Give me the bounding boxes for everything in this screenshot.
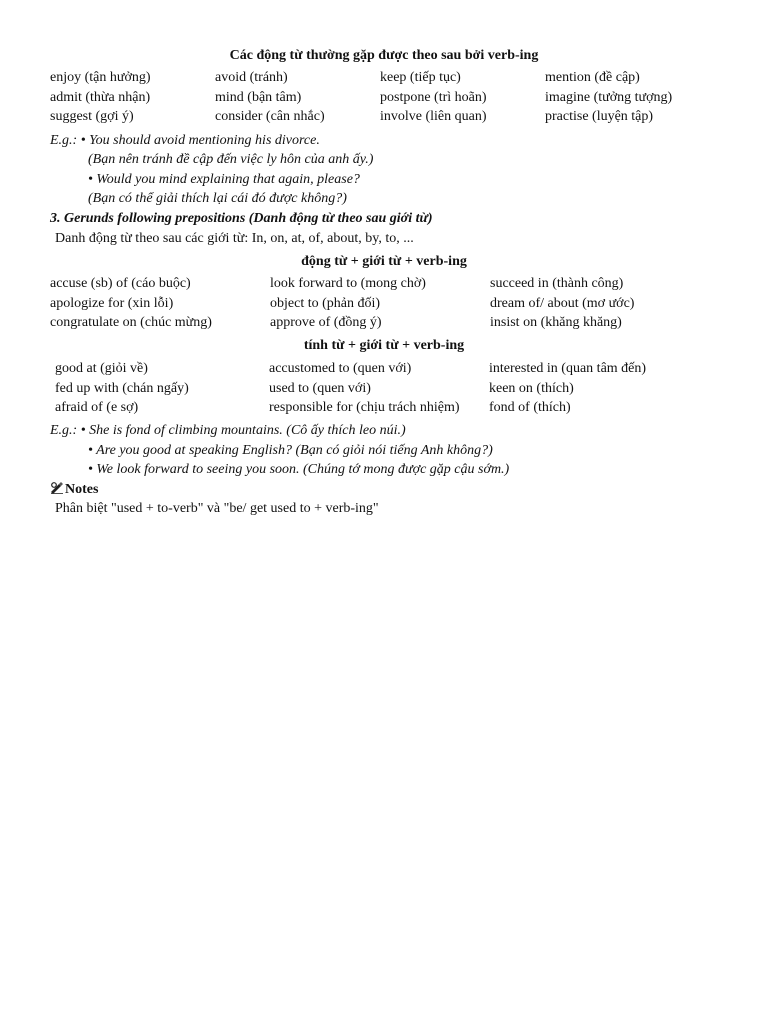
example-translation: (Bạn nên tránh đề cập đến việc ly hôn của anh ấy.) bbox=[88, 152, 374, 167]
table-row bbox=[55, 359, 735, 379]
table-cell: used to (quen với) bbox=[269, 380, 371, 396]
table-cell: admit (thừa nhận) bbox=[50, 89, 151, 105]
verbs-table bbox=[50, 68, 730, 127]
table-cell: accustomed to (quen với) bbox=[269, 361, 412, 376]
table-cell: postpone (trì hoãn) bbox=[380, 89, 487, 105]
table-cell: keen on (thích) bbox=[489, 380, 574, 396]
adjective-preposition-table bbox=[55, 359, 735, 418]
example-sentence: • We look forward to seeing you soon. (Chúng tớ mong được gặp cậu sớm.) bbox=[88, 462, 510, 477]
table-cell: afraid of (e sợ) bbox=[55, 400, 139, 415]
table-cell: fed up with (chán ngấy) bbox=[55, 380, 189, 396]
example-translation: (Bạn có thể giải thích lại cái đó được không?) bbox=[88, 191, 347, 206]
table-cell: accuse (sb) of (cáo buộc) bbox=[50, 276, 191, 291]
table-cell: look forward to (mong chờ) bbox=[270, 276, 426, 291]
section-title: 3. Gerunds following prepositions (Danh động từ theo sau giới từ) bbox=[50, 211, 433, 226]
table-cell: avoid (tránh) bbox=[215, 70, 288, 85]
table-row bbox=[50, 68, 730, 88]
table-row bbox=[55, 379, 735, 399]
table-cell: involve (liên quan) bbox=[380, 109, 487, 124]
heading-adjective-preposition: tính từ + giới từ + verb-ing bbox=[303, 338, 465, 353]
table-cell: congratulate on (chúc mừng) bbox=[50, 315, 212, 330]
table-row bbox=[50, 107, 730, 127]
table-cell: mention (đề cập) bbox=[545, 70, 640, 85]
table-cell: mind (bận tâm) bbox=[215, 89, 302, 105]
example-sentence: • She is fond of climbing mountains. (Cô ấy thích leo núi.) bbox=[80, 423, 406, 438]
example-label: E.g.: bbox=[50, 423, 78, 438]
table-row bbox=[50, 88, 730, 108]
table-cell: good at (giỏi về) bbox=[55, 361, 148, 376]
table-cell: insist on (khăng khăng) bbox=[490, 315, 622, 330]
table-cell: practise (luyện tập) bbox=[545, 109, 654, 124]
table-cell: apologize for (xin lỗi) bbox=[50, 295, 174, 311]
table-cell: imagine (tưởng tượng) bbox=[545, 89, 673, 105]
table-cell: suggest (gợi ý) bbox=[50, 109, 134, 124]
table-row bbox=[50, 313, 730, 333]
table-cell: succeed in (thành công) bbox=[490, 276, 624, 291]
example-line bbox=[50, 421, 406, 441]
notes-pen-icon bbox=[50, 481, 64, 494]
notes-heading bbox=[50, 480, 98, 500]
table-row bbox=[50, 274, 730, 294]
table-row bbox=[55, 398, 735, 418]
heading-verbs-followed-by-ving: Các động từ thường gặp được theo sau bởi verb-ing bbox=[229, 48, 539, 63]
example-sentence: • You should avoid mentioning his divorce. bbox=[80, 133, 320, 148]
table-cell: approve of (đồng ý) bbox=[270, 315, 382, 330]
table-cell: consider (cân nhắc) bbox=[215, 109, 325, 124]
heading-verb-preposition: động từ + giới từ + verb-ing bbox=[301, 254, 467, 269]
example-label: E.g.: bbox=[50, 133, 78, 148]
table-row bbox=[50, 294, 730, 314]
table-cell: interested in (quan tâm đến) bbox=[489, 361, 647, 376]
example-sentence: • Are you good at speaking English? (Bạn có giỏi nói tiếng Anh không?) bbox=[88, 443, 493, 458]
table-cell: enjoy (tận hưởng) bbox=[50, 70, 151, 85]
table-cell: dream of/ about (mơ ước) bbox=[490, 295, 635, 311]
verb-preposition-table bbox=[50, 274, 730, 333]
notes-title: Notes bbox=[65, 482, 99, 497]
notes-text: Phân biệt "used + to-verb" và "be/ get used to + verb-ing" bbox=[55, 501, 379, 516]
table-cell: keep (tiếp tục) bbox=[380, 70, 461, 85]
table-cell: fond of (thích) bbox=[489, 400, 571, 415]
section-intro: Danh động từ theo sau các giới từ: In, on, at, of, about, by, to, ... bbox=[55, 231, 414, 246]
example-sentence: • Would you mind explaining that again, please? bbox=[88, 172, 360, 187]
example-line bbox=[50, 131, 320, 151]
table-cell: responsible for (chịu trách nhiệm) bbox=[269, 400, 460, 415]
table-cell: object to (phản đối) bbox=[270, 295, 381, 311]
